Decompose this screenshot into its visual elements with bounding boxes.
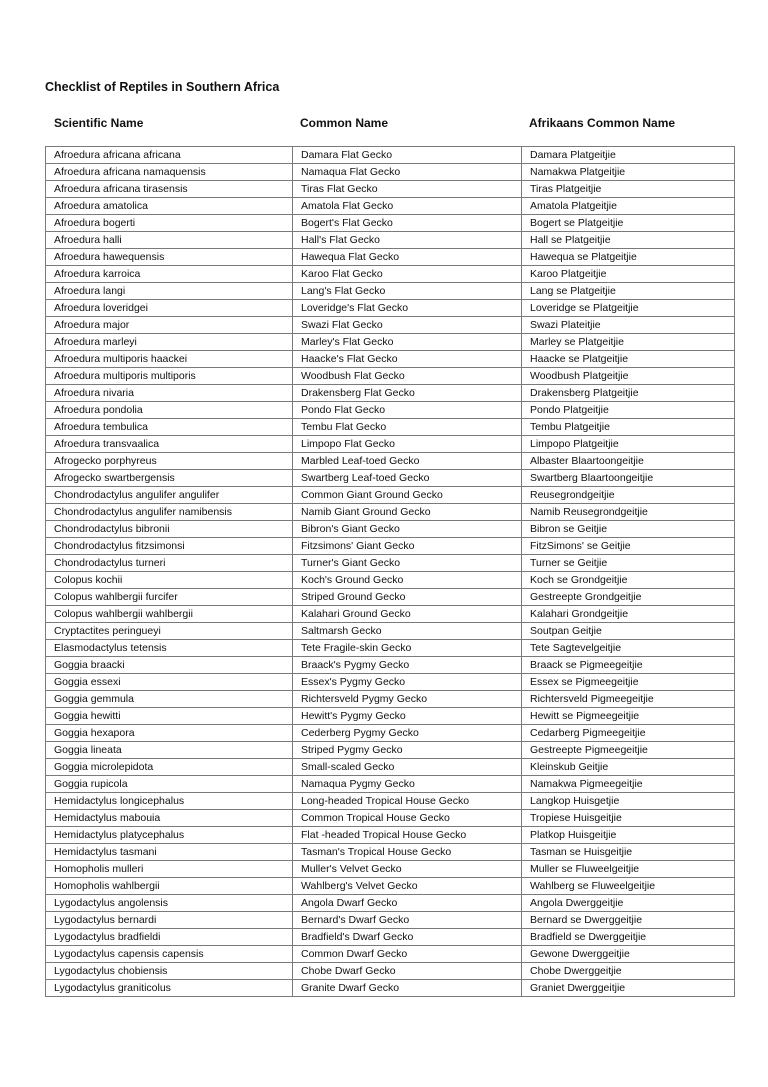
afrikaans-name-cell: Langkop Huisgetjie bbox=[522, 793, 735, 810]
scientific-name-cell: Homopholis wahlbergii bbox=[46, 878, 293, 895]
scientific-name-cell: Afroedura karroica bbox=[46, 266, 293, 283]
scientific-name-cell: Colopus wahlbergii furcifer bbox=[46, 589, 293, 606]
afrikaans-name-cell: Chobe Dwerggeitjie bbox=[522, 963, 735, 980]
afrikaans-name-cell: Koch se Grondgeitjie bbox=[522, 572, 735, 589]
afrikaans-name-cell: Tasman se Huisgeitjie bbox=[522, 844, 735, 861]
table-row bbox=[46, 691, 735, 708]
afrikaans-name-cell: Gestreepte Pigmeegeitjie bbox=[522, 742, 735, 759]
species-table-body bbox=[46, 147, 735, 997]
scientific-name-cell: Goggia braacki bbox=[46, 657, 293, 674]
table-row bbox=[46, 759, 735, 776]
common-name-cell: Marley's Flat Gecko bbox=[293, 334, 522, 351]
scientific-name-cell: Goggia gemmula bbox=[46, 691, 293, 708]
table-row bbox=[46, 164, 735, 181]
afrikaans-name-cell: Tete Sagtevelgeitjie bbox=[522, 640, 735, 657]
table-row bbox=[46, 317, 735, 334]
table-row bbox=[46, 232, 735, 249]
afrikaans-name-cell: Tropiese Huisgeitjie bbox=[522, 810, 735, 827]
common-name-cell: Loveridge's Flat Gecko bbox=[293, 300, 522, 317]
afrikaans-name-cell: Gestreepte Grondgeitjie bbox=[522, 589, 735, 606]
scientific-name-cell: Goggia hewitti bbox=[46, 708, 293, 725]
common-name-cell: Striped Ground Gecko bbox=[293, 589, 522, 606]
afrikaans-name-cell: Braack se Pigmeegeitjie bbox=[522, 657, 735, 674]
afrikaans-name-cell: Albaster Blaartoongeitjie bbox=[522, 453, 735, 470]
scientific-name-cell: Afroedura transvaalica bbox=[46, 436, 293, 453]
scientific-name-cell: Afroedura africana namaquensis bbox=[46, 164, 293, 181]
scientific-name-cell: Afroedura africana tirasensis bbox=[46, 181, 293, 198]
common-name-cell: Limpopo Flat Gecko bbox=[293, 436, 522, 453]
table-row bbox=[46, 589, 735, 606]
scientific-name-cell: Afroedura amatolica bbox=[46, 198, 293, 215]
common-name-cell: Common Tropical House Gecko bbox=[293, 810, 522, 827]
table-row bbox=[46, 147, 735, 164]
table-row bbox=[46, 555, 735, 572]
table-row bbox=[46, 334, 735, 351]
afrikaans-name-cell: Platkop Huisgeitjie bbox=[522, 827, 735, 844]
common-name-cell: Hawequa Flat Gecko bbox=[293, 249, 522, 266]
common-name-cell: Namib Giant Ground Gecko bbox=[293, 504, 522, 521]
common-name-cell: Woodbush Flat Gecko bbox=[293, 368, 522, 385]
column-header-common-name: Common Name bbox=[300, 116, 389, 130]
table-row bbox=[46, 572, 735, 589]
table-row bbox=[46, 725, 735, 742]
table-row bbox=[46, 453, 735, 470]
scientific-name-cell: Afroedura major bbox=[46, 317, 293, 334]
scientific-name-cell: Lygodactylus graniticolus bbox=[46, 980, 293, 997]
table-row bbox=[46, 929, 735, 946]
afrikaans-name-cell: Turner se Geitjie bbox=[522, 555, 735, 572]
table-row bbox=[46, 538, 735, 555]
common-name-cell: Namaqua Pygmy Gecko bbox=[293, 776, 522, 793]
table-row bbox=[46, 623, 735, 640]
afrikaans-name-cell: Woodbush Platgeitjie bbox=[522, 368, 735, 385]
scientific-name-cell: Chondrodactylus bibronii bbox=[46, 521, 293, 538]
column-header-row bbox=[54, 116, 754, 132]
table-row bbox=[46, 351, 735, 368]
table-row bbox=[46, 368, 735, 385]
scientific-name-cell: Goggia essexi bbox=[46, 674, 293, 691]
scientific-name-cell: Cryptactites peringueyi bbox=[46, 623, 293, 640]
afrikaans-name-cell: Cedarberg Pigmeegeitjie bbox=[522, 725, 735, 742]
common-name-cell: Chobe Dwarf Gecko bbox=[293, 963, 522, 980]
scientific-name-cell: Hemidactylus tasmani bbox=[46, 844, 293, 861]
scientific-name-cell: Afrogecko swartbergensis bbox=[46, 470, 293, 487]
scientific-name-cell: Hemidactylus platycephalus bbox=[46, 827, 293, 844]
scientific-name-cell: Afroedura africana africana bbox=[46, 147, 293, 164]
scientific-name-cell: Afroedura multiporis haackei bbox=[46, 351, 293, 368]
common-name-cell: Swartberg Leaf-toed Gecko bbox=[293, 470, 522, 487]
afrikaans-name-cell: Hall se Platgeitjie bbox=[522, 232, 735, 249]
table-row bbox=[46, 861, 735, 878]
common-name-cell: Marbled Leaf-toed Gecko bbox=[293, 453, 522, 470]
scientific-name-cell: Afroedura tembulica bbox=[46, 419, 293, 436]
afrikaans-name-cell: Amatola Platgeitjie bbox=[522, 198, 735, 215]
scientific-name-cell: Afroedura langi bbox=[46, 283, 293, 300]
table-row bbox=[46, 980, 735, 997]
common-name-cell: Common Giant Ground Gecko bbox=[293, 487, 522, 504]
common-name-cell: Small-scaled Gecko bbox=[293, 759, 522, 776]
document-title: Checklist of Reptiles in Southern Africa bbox=[45, 80, 280, 94]
common-name-cell: Braack's Pygmy Gecko bbox=[293, 657, 522, 674]
scientific-name-cell: Afroedura loveridgei bbox=[46, 300, 293, 317]
table-row bbox=[46, 810, 735, 827]
table-row bbox=[46, 181, 735, 198]
afrikaans-name-cell: Namakwa Platgeitjie bbox=[522, 164, 735, 181]
afrikaans-name-cell: Gewone Dwerggeitjie bbox=[522, 946, 735, 963]
afrikaans-name-cell: Wahlberg se Fluweelgeitjie bbox=[522, 878, 735, 895]
column-header-scientific-name: Scientific Name bbox=[54, 116, 144, 130]
common-name-cell: Haacke's Flat Gecko bbox=[293, 351, 522, 368]
common-name-cell: Muller's Velvet Gecko bbox=[293, 861, 522, 878]
afrikaans-name-cell: Damara Platgeitjie bbox=[522, 147, 735, 164]
table-row bbox=[46, 878, 735, 895]
common-name-cell: Tiras Flat Gecko bbox=[293, 181, 522, 198]
scientific-name-cell: Afroedura nivaria bbox=[46, 385, 293, 402]
common-name-cell: Swazi Flat Gecko bbox=[293, 317, 522, 334]
afrikaans-name-cell: Hewitt se Pigmeegeitjie bbox=[522, 708, 735, 725]
afrikaans-name-cell: Essex se Pigmeegeitjie bbox=[522, 674, 735, 691]
afrikaans-name-cell: Swazi Plateitjie bbox=[522, 317, 735, 334]
table-row bbox=[46, 249, 735, 266]
table-row bbox=[46, 300, 735, 317]
common-name-cell: Bradfield's Dwarf Gecko bbox=[293, 929, 522, 946]
table-row bbox=[46, 912, 735, 929]
common-name-cell: Angola Dwarf Gecko bbox=[293, 895, 522, 912]
common-name-cell: Hall's Flat Gecko bbox=[293, 232, 522, 249]
scientific-name-cell: Hemidactylus mabouia bbox=[46, 810, 293, 827]
table-row bbox=[46, 742, 735, 759]
common-name-cell: Saltmarsh Gecko bbox=[293, 623, 522, 640]
common-name-cell: Karoo Flat Gecko bbox=[293, 266, 522, 283]
common-name-cell: Koch's Ground Gecko bbox=[293, 572, 522, 589]
afrikaans-name-cell: Graniet Dwerggeitjie bbox=[522, 980, 735, 997]
table-row bbox=[46, 895, 735, 912]
scientific-name-cell: Goggia hexapora bbox=[46, 725, 293, 742]
afrikaans-name-cell: Angola Dwerggeitjie bbox=[522, 895, 735, 912]
afrikaans-name-cell: Bibron se Geitjie bbox=[522, 521, 735, 538]
scientific-name-cell: Lygodactylus chobiensis bbox=[46, 963, 293, 980]
scientific-name-cell: Colopus kochii bbox=[46, 572, 293, 589]
common-name-cell: Striped Pygmy Gecko bbox=[293, 742, 522, 759]
table-row bbox=[46, 640, 735, 657]
table-row bbox=[46, 487, 735, 504]
common-name-cell: Common Dwarf Gecko bbox=[293, 946, 522, 963]
afrikaans-name-cell: Namakwa Pigmeegeitjie bbox=[522, 776, 735, 793]
afrikaans-name-cell: Marley se Platgeitjie bbox=[522, 334, 735, 351]
scientific-name-cell: Goggia lineata bbox=[46, 742, 293, 759]
scientific-name-cell: Afroedura marleyi bbox=[46, 334, 293, 351]
scientific-name-cell: Lygodactylus bernardi bbox=[46, 912, 293, 929]
table-row bbox=[46, 266, 735, 283]
table-row bbox=[46, 674, 735, 691]
scientific-name-cell: Chondrodactylus angulifer angulifer bbox=[46, 487, 293, 504]
afrikaans-name-cell: Richtersveld Pigmeegeitjie bbox=[522, 691, 735, 708]
table-row bbox=[46, 385, 735, 402]
table-row bbox=[46, 470, 735, 487]
scientific-name-cell: Elasmodactylus tetensis bbox=[46, 640, 293, 657]
common-name-cell: Amatola Flat Gecko bbox=[293, 198, 522, 215]
afrikaans-name-cell: Tiras Platgeitjie bbox=[522, 181, 735, 198]
table-row bbox=[46, 708, 735, 725]
scientific-name-cell: Hemidactylus longicephalus bbox=[46, 793, 293, 810]
common-name-cell: Tasman's Tropical House Gecko bbox=[293, 844, 522, 861]
afrikaans-name-cell: Bogert se Platgeitjie bbox=[522, 215, 735, 232]
scientific-name-cell: Homopholis mulleri bbox=[46, 861, 293, 878]
table-row bbox=[46, 283, 735, 300]
common-name-cell: Flat -headed Tropical House Gecko bbox=[293, 827, 522, 844]
common-name-cell: Turner's Giant Gecko bbox=[293, 555, 522, 572]
afrikaans-name-cell: Reusegrondgeitjie bbox=[522, 487, 735, 504]
afrikaans-name-cell: Loveridge se Platgeitjie bbox=[522, 300, 735, 317]
afrikaans-name-cell: Karoo Platgeitjie bbox=[522, 266, 735, 283]
afrikaans-name-cell: Bernard se Dwerggeitjie bbox=[522, 912, 735, 929]
species-table bbox=[45, 146, 735, 997]
common-name-cell: Wahlberg's Velvet Gecko bbox=[293, 878, 522, 895]
common-name-cell: Bernard's Dwarf Gecko bbox=[293, 912, 522, 929]
afrikaans-name-cell: Kalahari Grondgeitjie bbox=[522, 606, 735, 623]
scientific-name-cell: Chondrodactylus fitzsimonsi bbox=[46, 538, 293, 555]
common-name-cell: Kalahari Ground Gecko bbox=[293, 606, 522, 623]
common-name-cell: Tembu Flat Gecko bbox=[293, 419, 522, 436]
table-row bbox=[46, 827, 735, 844]
afrikaans-name-cell: Limpopo Platgeitjie bbox=[522, 436, 735, 453]
table-row bbox=[46, 963, 735, 980]
scientific-name-cell: Afrogecko porphyreus bbox=[46, 453, 293, 470]
scientific-name-cell: Afroedura bogerti bbox=[46, 215, 293, 232]
table-row bbox=[46, 436, 735, 453]
scientific-name-cell: Afroedura multiporis multiporis bbox=[46, 368, 293, 385]
common-name-cell: Essex's Pygmy Gecko bbox=[293, 674, 522, 691]
table-row bbox=[46, 844, 735, 861]
table-row bbox=[46, 504, 735, 521]
common-name-cell: Bogert's Flat Gecko bbox=[293, 215, 522, 232]
scientific-name-cell: Chondrodactylus angulifer namibensis bbox=[46, 504, 293, 521]
table-row bbox=[46, 198, 735, 215]
common-name-cell: Richtersveld Pygmy Gecko bbox=[293, 691, 522, 708]
common-name-cell: Bibron's Giant Gecko bbox=[293, 521, 522, 538]
afrikaans-name-cell: FitzSimons' se Geitjie bbox=[522, 538, 735, 555]
common-name-cell: Hewitt's Pygmy Gecko bbox=[293, 708, 522, 725]
afrikaans-name-cell: Kleinskub Geitjie bbox=[522, 759, 735, 776]
scientific-name-cell: Goggia microlepidota bbox=[46, 759, 293, 776]
table-row bbox=[46, 215, 735, 232]
column-header-afrikaans-name: Afrikaans Common Name bbox=[529, 116, 676, 130]
scientific-name-cell: Lygodactylus bradfieldi bbox=[46, 929, 293, 946]
common-name-cell: Pondo Flat Gecko bbox=[293, 402, 522, 419]
afrikaans-name-cell: Drakensberg Platgeitjie bbox=[522, 385, 735, 402]
common-name-cell: Drakensberg Flat Gecko bbox=[293, 385, 522, 402]
table-row bbox=[46, 657, 735, 674]
afrikaans-name-cell: Namib Reusegrondgeitjie bbox=[522, 504, 735, 521]
common-name-cell: Cederberg Pygmy Gecko bbox=[293, 725, 522, 742]
common-name-cell: Damara Flat Gecko bbox=[293, 147, 522, 164]
scientific-name-cell: Chondrodactylus turneri bbox=[46, 555, 293, 572]
table-row bbox=[46, 946, 735, 963]
common-name-cell: Long-headed Tropical House Gecko bbox=[293, 793, 522, 810]
scientific-name-cell: Goggia rupicola bbox=[46, 776, 293, 793]
table-row bbox=[46, 419, 735, 436]
scientific-name-cell: Afroedura pondolia bbox=[46, 402, 293, 419]
table-row bbox=[46, 793, 735, 810]
scientific-name-cell: Lygodactylus capensis capensis bbox=[46, 946, 293, 963]
common-name-cell: Lang's Flat Gecko bbox=[293, 283, 522, 300]
table-row bbox=[46, 402, 735, 419]
afrikaans-name-cell: Soutpan Geitjie bbox=[522, 623, 735, 640]
afrikaans-name-cell: Tembu Platgeitjie bbox=[522, 419, 735, 436]
common-name-cell: Tete Fragile-skin Gecko bbox=[293, 640, 522, 657]
scientific-name-cell: Afroedura halli bbox=[46, 232, 293, 249]
common-name-cell: Fitzsimons' Giant Gecko bbox=[293, 538, 522, 555]
table-row bbox=[46, 521, 735, 538]
scientific-name-cell: Lygodactylus angolensis bbox=[46, 895, 293, 912]
afrikaans-name-cell: Muller se Fluweelgeitjie bbox=[522, 861, 735, 878]
afrikaans-name-cell: Lang se Platgeitjie bbox=[522, 283, 735, 300]
afrikaans-name-cell: Swartberg Blaartoongeitjie bbox=[522, 470, 735, 487]
afrikaans-name-cell: Bradfield se Dwerggeitjie bbox=[522, 929, 735, 946]
table-row bbox=[46, 776, 735, 793]
scientific-name-cell: Afroedura hawequensis bbox=[46, 249, 293, 266]
common-name-cell: Granite Dwarf Gecko bbox=[293, 980, 522, 997]
common-name-cell: Namaqua Flat Gecko bbox=[293, 164, 522, 181]
scientific-name-cell: Colopus wahlbergii wahlbergii bbox=[46, 606, 293, 623]
afrikaans-name-cell: Haacke se Platgeitjie bbox=[522, 351, 735, 368]
afrikaans-name-cell: Pondo Platgeitjie bbox=[522, 402, 735, 419]
afrikaans-name-cell: Hawequa se Platgeitjie bbox=[522, 249, 735, 266]
table-row bbox=[46, 606, 735, 623]
